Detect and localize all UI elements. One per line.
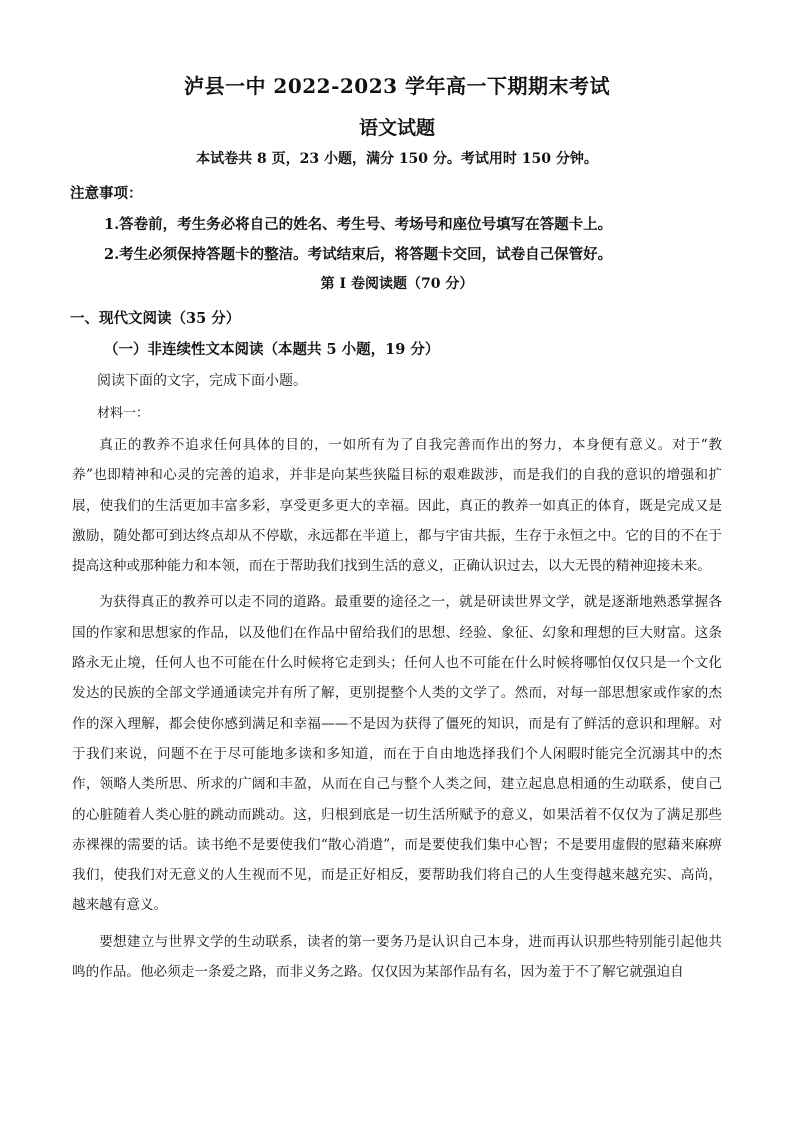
section-title: 第 I 卷阅读题（70 分） (320, 276, 474, 292)
notice-item-1: 1.答卷前，考生务必将自己的姓名、考生号、考场号和座位号填写在答题卡上。 (104, 216, 613, 233)
subject-title: 语文试题 (358, 117, 435, 139)
exam-title: 泸县一中 2022-2023 学年高一下期期末考试 (183, 74, 611, 98)
subsection-heading: （一）非连续性文本阅读（本题共 5 小题，19 分） (104, 341, 440, 358)
reading-instruction: 阅读下面的文字，完成下面小题。 (97, 373, 307, 389)
part-heading: 一、现代文阅读（35 分） (70, 310, 241, 327)
notice-item-2: 2.考生必须保持答题卡的整洁。考试结束后，将答题卡交回，试卷自己保管好。 (104, 246, 613, 263)
passage-paragraph-3: 要想建立与世界文学的生动联系，读者的第一要务乃是认识自己本身，进而再认识那些特别能引起他共鸣的作品。他必须走一条爱之路，而非义务之路。仅仅因为某部作品有名，因为羞于不了解它就强迫自 (72, 933, 722, 981)
passage-paragraph-2: 为获得真正的教养可以走不同的道路。最重要的途径之一，就是研读世界文学，就是逐渐地熟悉掌握各国的作家和思想家的作品，以及他们在作品中留给我们的思想、经验、象征、幻象和理想的巨大财富。这条路永无止境，任何人也不可能在什么时候将它走到头；任何人也不可能在什么时候将哪怕仅仅只是一个文化发达的民族的全部文学通通读完并有所了解，更别提整个人类的文学了。然而，对每一部思想家或作家的杰作的深入理解，都会使你感到满足和幸福——不是因为获得了僵死的知识，而是有了鲜活的意识和理解。对于我们来说，问题不在于尽可能地多读和多知道，而在于自由地选择我们个人闲暇时能完全沉溺其中的杰作，领略人类所思、所求的广阔和丰盈，从而在自己与整个人类之间，建立起息息相通的生动联系，使自己的心脏随着人类心脏的跳动而跳动。这，归根到底是一切生活所赋予的意义，如果活着不仅仅为了满足那些赤裸裸的需要的话。读书绝不是要使我们“散心消遣”，而是要使我们集中心智；不是要用虚假的慰藉来麻痹我们，使我们对无意义的人生视而不见，而是正好相反，要帮助我们将自己的人生变得越来越充实、高尚，越来越有意义。 (72, 594, 722, 914)
material-label: 材料一： (97, 406, 150, 421)
passage-paragraph-1: 真正的教养不追求任何具体的目的，一如所有为了自我完善而作出的努力，本身便有意义。对于“教养”也即精神和心灵的完善的追求，并非是向某些狭隘目标的艰难跋涉，而是我们的自我的意识的增强和扩展，使我们的生活更加丰富多彩，享受更多更大的幸福。因此，真正的教养一如真正的体育，既是完成又是激励，随处都可到达终点却从不停歇，永远都在半道上，都与宇宙共振，生存于永恒之中。它的目的不在于提高这种或那种能力和本领，而在于帮助我们找到生活的意义，正确认识过去，以大无畏的精神迎接未来。 (72, 437, 722, 575)
reading-passage (72, 430, 722, 993)
exam-info: 本试卷共 8 页，23 小题，满分 150 分。考试用时 150 分钟。 (196, 151, 598, 167)
notice-heading: 注意事项： (70, 185, 143, 202)
